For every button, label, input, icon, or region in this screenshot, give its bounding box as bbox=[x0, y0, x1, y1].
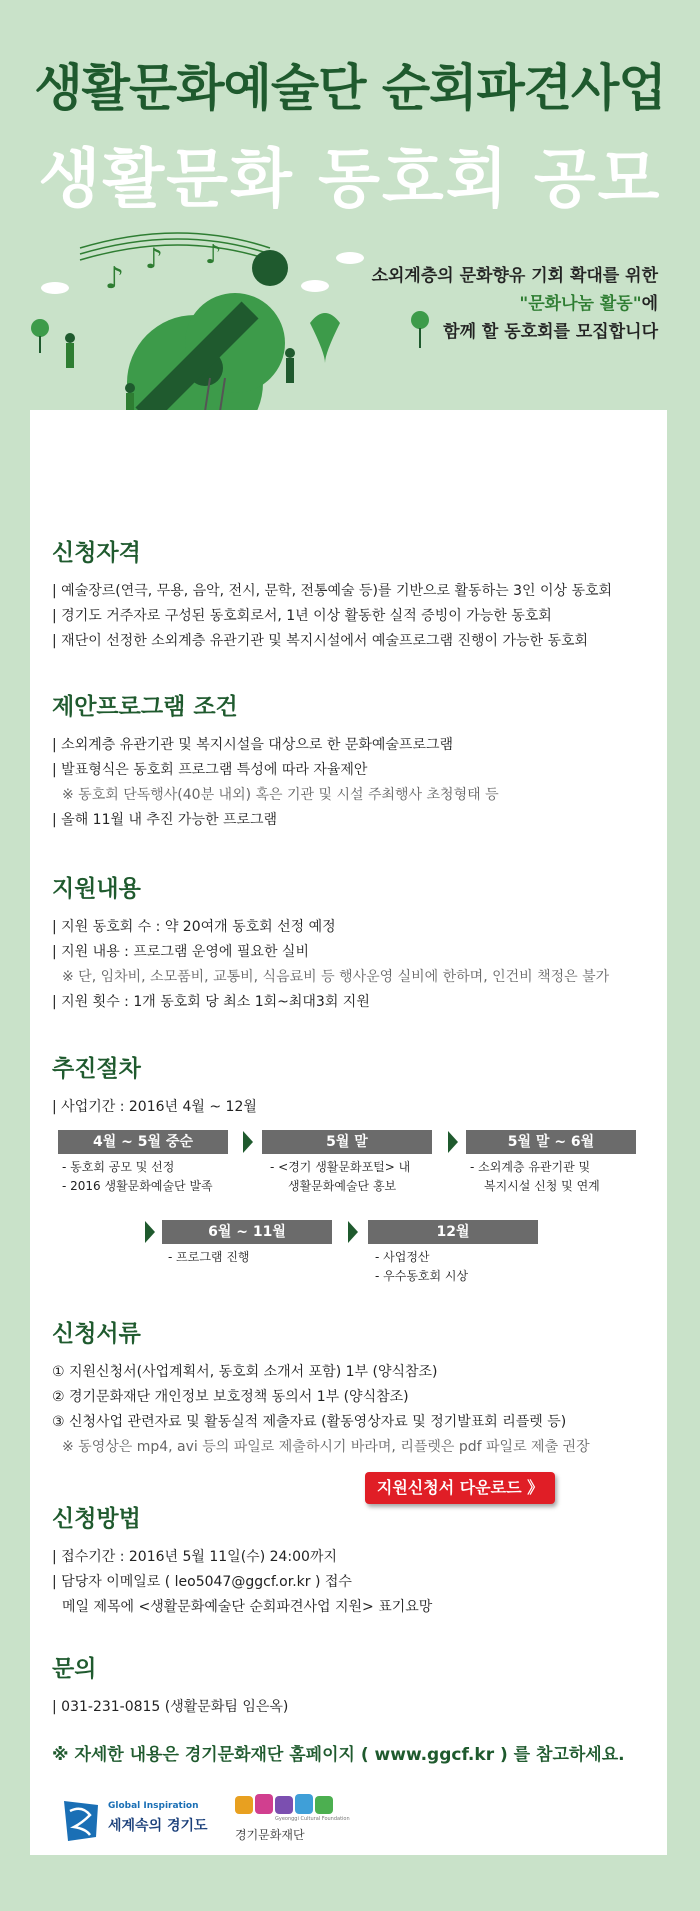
documents-heading: 신청서류 bbox=[52, 1321, 141, 1347]
eligibility-item: | 경기도 거주자로 구성된 동호회로서, 1년 이상 활동한 실적 증빙이 가능한 동호회 bbox=[52, 608, 552, 624]
method-item: | 담당자 이메일로 ( leo5047@ggcf.or.kr ) 접수 bbox=[52, 1574, 352, 1590]
tagline-line1: 소외계층의 문화향유 기회 확대를 위한 bbox=[371, 266, 658, 286]
step-desc-line: - 프로그램 진행 bbox=[168, 1250, 250, 1264]
step-desc-line: - 동호회 공모 및 선정 bbox=[62, 1160, 175, 1174]
process-step-label: 5월 말 bbox=[262, 1130, 432, 1154]
process-step-desc bbox=[375, 1248, 468, 1286]
documents-item: ③ 신청사업 관련자료 및 활동실적 제출자료 (활동영상자료 및 정기발표회 리플렛 등) bbox=[52, 1414, 567, 1430]
support-item: | 지원 내용 : 프로그램 운영에 필요한 실비 bbox=[52, 944, 309, 960]
method-section bbox=[52, 1500, 432, 1620]
svg-text:♪: ♪ bbox=[105, 261, 125, 296]
homepage-note: ※ 자세한 내용은 경기문화재단 홈페이지 ( www.ggcf.kr ) 를 참고하세요. bbox=[52, 1745, 625, 1765]
step-desc-line: 생활문화예술단 홍보 bbox=[288, 1179, 397, 1193]
process-step-desc bbox=[62, 1158, 213, 1196]
logo1-name: 세계속의 경기도 bbox=[108, 1818, 208, 1834]
method-item: 메일 제목에 <생활문화예술단 순회파견사업 지원> 표기요망 bbox=[62, 1599, 433, 1615]
ggcf-color-blocks-icon bbox=[235, 1792, 335, 1816]
tagline bbox=[372, 262, 658, 346]
program-item: | 소외계층 유관기관 및 복지시설을 대상으로 한 문화예술프로그램 bbox=[52, 737, 454, 753]
program-section bbox=[52, 688, 499, 833]
method-heading: 신청방법 bbox=[52, 1506, 141, 1532]
support-note: ※ 단, 임차비, 소모품비, 교통비, 식음료비 등 행사운영 실비에 한하며, 인건비 책정은 불가 bbox=[62, 969, 610, 985]
gyeonggi-province-logo bbox=[60, 1795, 220, 1845]
process-period: | 사업기간 : 2016년 4월 ~ 12월 bbox=[52, 1099, 257, 1115]
process-section bbox=[52, 1050, 257, 1120]
step-desc-line: - 사업정산 bbox=[375, 1250, 430, 1264]
eligibility-item: | 재단이 선정한 소외계층 유관기관 및 복지시설에서 예술프로그램 진행이 가능한 동호회 bbox=[52, 633, 589, 649]
documents-section bbox=[52, 1315, 590, 1460]
method-item: | 접수기간 : 2016년 5월 11일(수) 24:00까지 bbox=[52, 1549, 337, 1565]
support-heading: 지원내용 bbox=[52, 876, 141, 902]
process-step-desc bbox=[470, 1158, 600, 1196]
eligibility-item: | 예술장르(연극, 무용, 음악, 전시, 문학, 전통예술 등)를 기반으로 활동하는 3인 이상 동호회 bbox=[52, 583, 613, 599]
svg-text:♪: ♪ bbox=[205, 240, 222, 270]
step-desc-line: - <경기 생활문화포털> 내 bbox=[270, 1160, 411, 1174]
eligibility-heading: 신청자격 bbox=[52, 540, 141, 566]
process-step-desc bbox=[168, 1248, 250, 1267]
contact-phone: | 031-231-0815 (생활문화팀 임은옥) bbox=[52, 1699, 289, 1715]
process-step-label: 5월 말 ~ 6월 bbox=[466, 1130, 636, 1154]
tagline-line3: 함께 할 동호회를 모집합니다 bbox=[443, 322, 658, 342]
download-application-button[interactable]: 지원신청서 다운로드 》 bbox=[365, 1472, 555, 1504]
logo2-english: Gyeonggi Cultural Foundation bbox=[275, 1816, 350, 1822]
contact-section bbox=[52, 1650, 288, 1720]
arrow-right-icon bbox=[243, 1131, 253, 1153]
eligibility-section bbox=[52, 534, 612, 654]
process-heading: 추진절차 bbox=[52, 1056, 141, 1082]
program-note: ※ 동호회 단독행사(40분 내외) 혹은 기관 및 시설 주최행사 초청형태 등 bbox=[62, 787, 499, 803]
step-desc-line: - 우수동호회 시상 bbox=[375, 1269, 469, 1283]
gyeonggi-emblem-icon bbox=[60, 1797, 102, 1843]
process-step-desc bbox=[270, 1158, 410, 1196]
tagline-line2 bbox=[372, 290, 658, 318]
step-desc-line: - 2016 생활문화예술단 발족 bbox=[62, 1179, 213, 1193]
support-item: | 지원 횟수 : 1개 동호회 당 최소 1회~최대3회 지원 bbox=[52, 994, 370, 1010]
step-desc-line: - 소외계층 유관기관 및 bbox=[470, 1160, 591, 1174]
content-panel bbox=[30, 410, 667, 1855]
documents-item: ① 지원신청서(사업계획서, 동호회 소개서 포함) 1부 (양식참조) bbox=[52, 1364, 438, 1380]
step-desc-line: 복지시설 신청 및 연계 bbox=[484, 1179, 600, 1193]
documents-note: ※ 동영상은 mp4, avi 등의 파일로 제출하시기 바라며, 리플렛은 pdf 파일로 제출 권장 bbox=[62, 1439, 590, 1455]
program-heading: 제안프로그램 조건 bbox=[52, 694, 238, 720]
header bbox=[0, 0, 700, 420]
arrow-right-icon bbox=[448, 1131, 458, 1153]
logo2-name: 경기문화재단 bbox=[235, 1828, 305, 1842]
program-item: | 발표형식은 동호회 프로그램 특성에 따라 자율제안 bbox=[52, 762, 368, 778]
logo1-tagline: Global Inspiration bbox=[108, 1801, 199, 1811]
page-subtitle: 생활문화 동호회 공모 bbox=[38, 143, 662, 217]
process-step-label: 6월 ~ 11월 bbox=[162, 1220, 332, 1244]
support-item: | 지원 동호회 수 : 약 20여개 동호회 선정 예정 bbox=[52, 919, 336, 935]
documents-item: ② 경기문화재단 개인정보 보호정책 동의서 1부 (양식참조) bbox=[52, 1389, 409, 1405]
page-title: 생활문화예술단 순회파견사업 bbox=[34, 59, 666, 117]
ggcf-logo bbox=[235, 1792, 355, 1848]
program-item: | 올해 11월 내 추진 가능한 프로그램 bbox=[52, 812, 278, 828]
process-step-label: 12월 bbox=[368, 1220, 538, 1244]
process-step-label: 4월 ~ 5월 중순 bbox=[58, 1130, 228, 1154]
arrow-right-icon bbox=[145, 1221, 155, 1243]
tagline-line2-rest: 에 bbox=[641, 294, 658, 314]
support-section bbox=[52, 870, 609, 1015]
svg-text:♪: ♪ bbox=[145, 242, 163, 275]
arrow-right-icon bbox=[348, 1221, 358, 1243]
tagline-highlight: "문화나눔 활동" bbox=[519, 294, 642, 314]
contact-heading: 문의 bbox=[52, 1656, 97, 1682]
